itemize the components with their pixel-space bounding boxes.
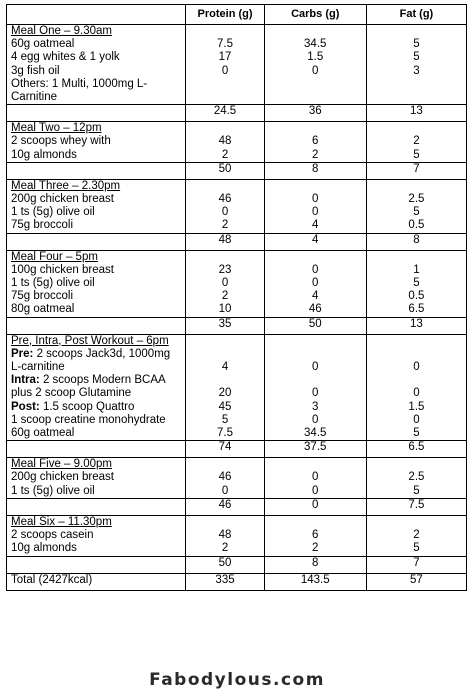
macro-value: 46 (218, 193, 232, 206)
macro-value: 2 (413, 529, 420, 542)
food-item-label: 75g broccoli (11, 290, 74, 303)
food-item (11, 290, 181, 303)
macro-value: 34.5 (304, 38, 327, 51)
macro-value: 48 (218, 529, 232, 542)
header-food (7, 5, 186, 25)
food-item (11, 529, 181, 542)
macro-value: 46 (218, 471, 232, 484)
macro-value: 0 (221, 64, 229, 77)
macro-value: 23 (218, 263, 232, 276)
macro-value: 0 (312, 64, 319, 77)
food-item (11, 38, 181, 51)
grand-carbs: 143.5 (264, 573, 366, 590)
macro-value (190, 91, 259, 104)
grand-total-row (7, 573, 467, 590)
food-item (11, 348, 181, 374)
macro-value: 0 (413, 361, 420, 374)
food-item-label: 1 ts (5g) olive oil (11, 206, 95, 219)
meal-total-row (7, 441, 467, 458)
protein-cell (186, 122, 264, 163)
macro-value: 17 (218, 51, 232, 64)
macro-value: 2.5 (408, 471, 425, 484)
macro-value: 45 (218, 400, 232, 413)
food-item (11, 206, 181, 219)
fat-cell (366, 458, 466, 499)
macro-value: 3 (413, 64, 420, 77)
meal-food-cell (7, 250, 186, 317)
macro-value: 5 (413, 484, 420, 497)
food-item (11, 485, 181, 498)
macro-value: 2 (312, 542, 319, 555)
protein-cell (186, 25, 264, 105)
meal-block (7, 250, 467, 317)
carbs-cell (264, 334, 366, 441)
grand-protein: 335 (186, 573, 264, 590)
food-item (11, 277, 181, 290)
meal-title: Meal One – 9.30am (11, 25, 113, 37)
carbs-cell (264, 25, 366, 105)
fat-cell (366, 179, 466, 233)
carbs-total: 50 (264, 317, 366, 334)
macro-value: 10 (218, 303, 232, 316)
macro-value (371, 91, 462, 104)
food-item-label: 200g chicken breast (11, 471, 114, 484)
macro-value: 0.5 (408, 290, 425, 303)
fat-total: 6.5 (366, 441, 466, 458)
food-item (11, 51, 181, 64)
macro-value: 5 (413, 148, 420, 161)
total-label-cell (7, 105, 186, 122)
macro-value: 2 (221, 219, 229, 232)
meal-food-cell (7, 122, 186, 163)
food-item (11, 542, 181, 555)
fat-total: 7 (366, 556, 466, 573)
meal-total-row (7, 317, 467, 334)
food-item-label: 10g almonds (11, 542, 77, 555)
total-label-cell (7, 441, 186, 458)
macro-value: 0 (312, 387, 319, 400)
macro-value: 0 (312, 193, 319, 206)
protein-total: 74 (186, 441, 264, 458)
macro-value: 2 (312, 148, 319, 161)
food-item-label: 60g oatmeal (11, 427, 75, 440)
meal-total-row (7, 105, 467, 122)
macro-value: 5 (413, 277, 420, 290)
meal-food-cell (7, 25, 186, 105)
macro-value: 0 (312, 263, 319, 276)
total-label-cell (7, 317, 186, 334)
meal-food-cell (7, 334, 186, 441)
food-item (11, 471, 181, 484)
fat-cell (366, 515, 466, 556)
meal-block (7, 334, 467, 441)
macro-value: 20 (218, 387, 232, 400)
protein-cell (186, 458, 264, 499)
fat-total: 7 (366, 162, 466, 179)
fat-cell (366, 334, 466, 441)
food-item-label: 75g broccoli (11, 219, 74, 232)
macro-value: 1 (413, 263, 420, 276)
macro-value: 5 (413, 206, 420, 219)
macro-value: 4 (312, 290, 319, 303)
meal-block (7, 25, 467, 105)
macro-value: 0 (312, 471, 319, 484)
macro-value: 0 (413, 387, 420, 400)
fat-total: 13 (366, 105, 466, 122)
carbs-cell (264, 122, 366, 163)
food-item (11, 219, 181, 232)
food-item-label: 3g fish oil (11, 64, 60, 77)
food-item (11, 78, 181, 104)
macro-value: 7.5 (217, 427, 234, 440)
protein-cell (186, 179, 264, 233)
meal-total-row (7, 233, 467, 250)
food-item-label: 100g chicken breast (11, 263, 114, 276)
food-item (11, 374, 181, 400)
meal-block (7, 458, 467, 499)
meal-total-row (7, 556, 467, 573)
macro-value: 6 (312, 135, 319, 148)
macro-value: 7.5 (217, 38, 234, 51)
macro-value: 0 (312, 206, 319, 219)
carbs-cell (264, 250, 366, 317)
meal-plan-table (6, 4, 467, 591)
food-item-label: 4 egg whites & 1 yolk (11, 51, 120, 64)
meal-title: Meal Three – 2.30pm (11, 179, 121, 192)
macro-value: 4 (312, 219, 319, 232)
macro-value: 1.5 (307, 51, 324, 64)
food-item-label: 2 scoops Modern BCAA plus 2 scoop Glutamine (11, 374, 166, 400)
total-label-cell (7, 233, 186, 250)
protein-total: 35 (186, 317, 264, 334)
macro-value: 5 (413, 542, 420, 555)
total-label-cell (7, 162, 186, 179)
macro-value: 2 (221, 542, 229, 555)
meal-title: Meal Four – 5pm (11, 250, 98, 263)
food-item-label: 2 scoops whey with (11, 135, 111, 148)
meal-total-row (7, 498, 467, 515)
fat-cell (366, 250, 466, 317)
meal-total-row (7, 162, 467, 179)
food-item (11, 193, 181, 206)
meal-block (7, 122, 467, 163)
food-item-label: 200g chicken breast (11, 193, 114, 206)
meal-title: Meal Six – 11.30pm (11, 515, 112, 528)
food-item-label: 1 ts (5g) olive oil (11, 484, 95, 497)
meal-food-cell (7, 515, 186, 556)
food-item-label: Others: 1 Multi, 1000mg L-Carnitine (11, 77, 148, 104)
macro-value: 5 (413, 427, 420, 440)
protein-cell (186, 334, 264, 441)
grand-fat: 57 (366, 573, 466, 590)
fat-cell (366, 25, 466, 105)
food-item (11, 414, 181, 427)
food-item-label: 1.5 scoop Quattro (39, 400, 135, 413)
protein-total: 50 (186, 556, 264, 573)
macro-value: 5 (413, 38, 420, 51)
meal-title: Meal Two – 12pm (11, 122, 102, 135)
carbs-total: 8 (264, 162, 366, 179)
carbs-total: 36 (264, 105, 366, 122)
macro-value: 4 (221, 361, 229, 374)
header-carbs: Carbs (g) (264, 5, 366, 25)
meal-title: Meal Five – 9.00pm (11, 458, 112, 471)
macro-value: 2.5 (408, 193, 425, 206)
fat-total: 7.5 (366, 498, 466, 515)
food-item (11, 303, 181, 316)
food-item-label: 1 scoop creatine monohydrate (11, 413, 166, 426)
macro-value: 3 (312, 400, 319, 413)
macro-value: 0 (221, 484, 229, 497)
carbs-cell (264, 458, 366, 499)
protein-total: 24.5 (186, 105, 264, 122)
carbs-cell (264, 515, 366, 556)
macro-value: 5 (413, 51, 420, 64)
fat-total: 13 (366, 317, 466, 334)
macro-value: 2 (413, 135, 420, 148)
food-item (11, 264, 181, 277)
food-item-label: 10g almonds (11, 148, 77, 161)
food-item-label: 60g oatmeal (11, 38, 75, 51)
header-row (7, 5, 467, 25)
macro-value: 5 (221, 413, 229, 426)
header-protein: Protein (g) (186, 5, 264, 25)
macro-value: 0 (312, 413, 319, 426)
protein-cell (186, 250, 264, 317)
macro-value: 46 (308, 303, 322, 316)
fat-total: 8 (366, 233, 466, 250)
macro-value (269, 91, 362, 104)
carbs-total: 4 (264, 233, 366, 250)
protein-total: 50 (186, 162, 264, 179)
protein-total: 48 (186, 233, 264, 250)
carbs-total: 37.5 (264, 441, 366, 458)
macro-value: 0 (312, 484, 319, 497)
macro-value: 48 (218, 135, 232, 148)
phase-label: Intra: (11, 374, 40, 387)
meal-title: Pre, Intra, Post Workout – 6pm (11, 334, 169, 347)
macro-value: 1.5 (408, 400, 425, 413)
macro-value: 0 (221, 206, 229, 219)
macro-value: 6 (312, 529, 319, 542)
meal-block (7, 515, 467, 556)
macro-value: 0 (312, 277, 319, 290)
food-item (11, 149, 181, 162)
phase-label: Pre: (11, 347, 34, 360)
carbs-total: 0 (264, 498, 366, 515)
food-item (11, 65, 181, 78)
macro-value: 2 (221, 290, 229, 303)
header-fat: Fat (g) (366, 5, 466, 25)
food-item (11, 427, 181, 440)
phase-label: Post: (11, 400, 40, 413)
meal-block (7, 179, 467, 233)
food-item (11, 135, 181, 148)
total-label-cell (7, 498, 186, 515)
grand-total-label: Total (2427kcal) (7, 573, 186, 590)
protein-total: 46 (186, 498, 264, 515)
macro-value: 0 (312, 361, 319, 374)
macro-value: 6.5 (408, 303, 425, 316)
meal-food-cell (7, 179, 186, 233)
macro-value: 0.5 (408, 219, 425, 232)
meal-food-cell (7, 458, 186, 499)
carbs-cell (264, 179, 366, 233)
macro-value: 2 (221, 148, 229, 161)
food-item-label: 80g oatmeal (11, 303, 75, 316)
fat-cell (366, 122, 466, 163)
protein-cell (186, 515, 264, 556)
food-item (11, 401, 181, 414)
food-item-label: 2 scoops casein (11, 529, 94, 542)
site-watermark: Fabodylous.com (149, 670, 325, 690)
food-item-label: 2 scoops Jack3d, 1000mg L-carnitine (11, 347, 171, 374)
macro-value: 0 (413, 413, 420, 426)
macro-value: 34.5 (304, 427, 327, 440)
carbs-total: 8 (264, 556, 366, 573)
total-label-cell (7, 556, 186, 573)
macro-value: 0 (221, 277, 229, 290)
food-item-label: 1 ts (5g) olive oil (11, 277, 95, 290)
